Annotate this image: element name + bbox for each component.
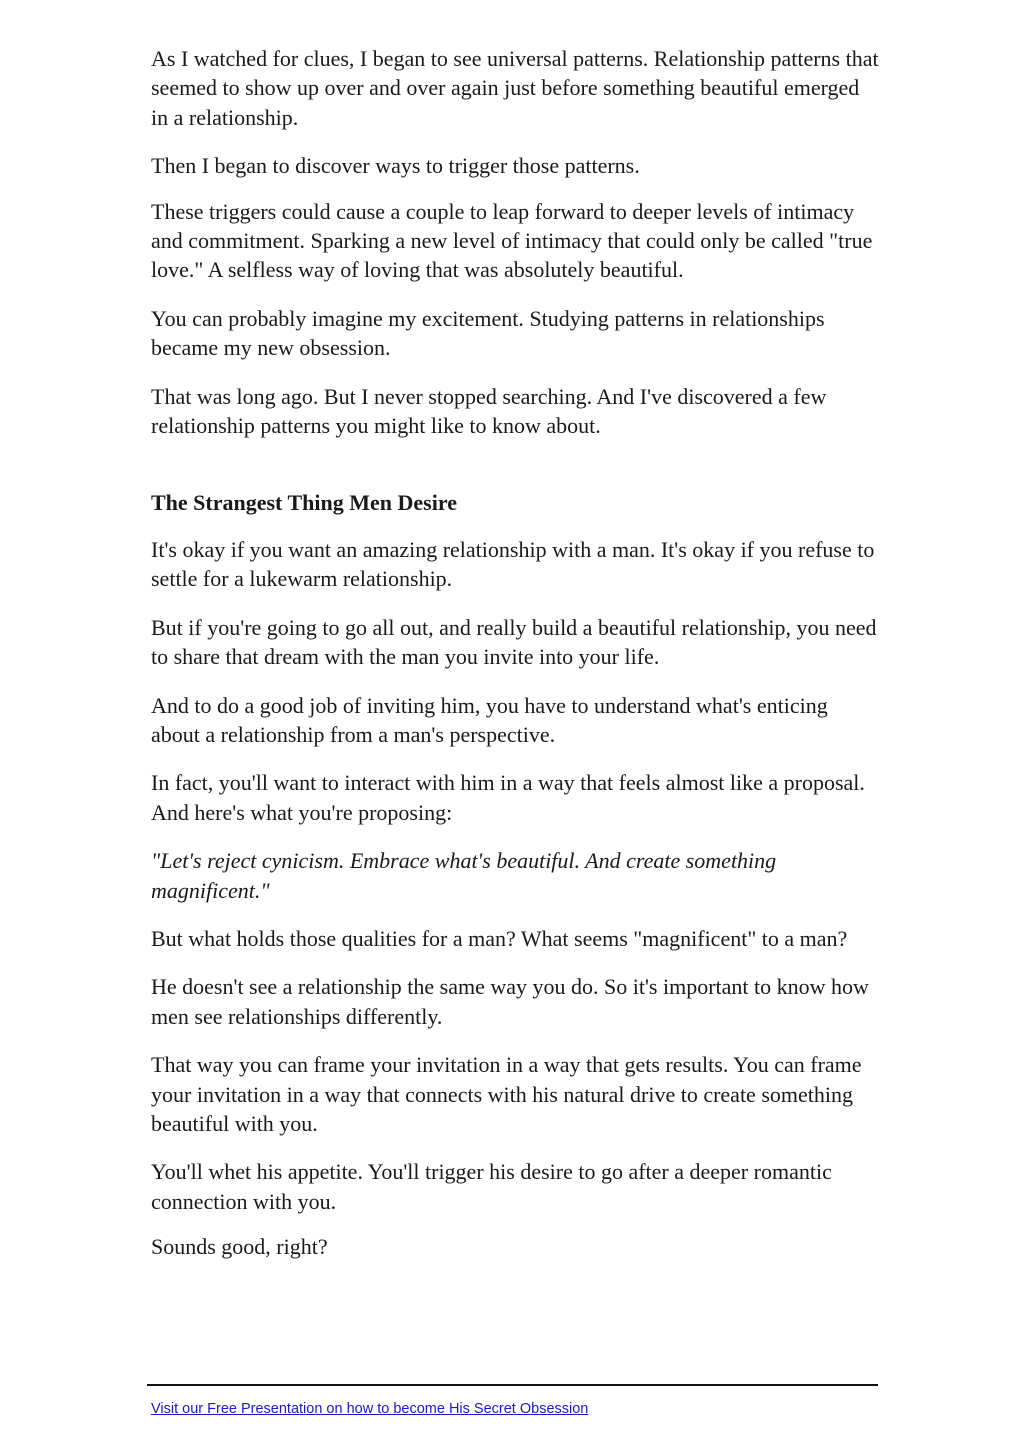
paragraph: That was long ago. But I never stopped searching. And I've discovered a few relationship patterns you might like to know about. (151, 383, 827, 439)
paragraph: You can probably imagine my excitement. Studying patterns in relationships became my new obsession. (151, 305, 825, 361)
footer-presentation-link[interactable]: Visit our Free Presentation on how to become His Secret Obsession (151, 1401, 589, 1417)
paragraph: As I watched for clues, I began to see universal patterns. Relationship patterns that seemed to show up over and over again just before something beautiful emerged in a relationship. (151, 46, 879, 130)
paragraph: And to do a good job of inviting him, you have to understand what's enticing about a relationship from a man's perspective. (151, 692, 828, 747)
paragraph: You'll whet his appetite. You'll trigger his desire to go after a deeper romantic connection with you. (151, 1159, 832, 1214)
paragraph: Then I began to discover ways to trigger those patterns. (151, 153, 640, 179)
document-body (151, 44, 879, 1281)
paragraph: But what holds those qualities for a man? What seems "magnificent" to a man? (151, 925, 848, 951)
paragraph: It's okay if you want an amazing relationship with a man. It's okay if you refuse to settle for a lukewarm relationship. (151, 536, 875, 592)
paragraph: He doesn't see a relationship the same way you do. So it's important to know how men see relationships differently. (151, 974, 869, 1029)
paragraph: In fact, you'll want to interact with him in a way that feels almost like a proposal. And here's what you're proposing: (151, 770, 865, 825)
footer-divider (147, 1384, 878, 1386)
quote-paragraph: "Let's reject cynicism. Embrace what's beautiful. And create something magnificent." (151, 848, 777, 903)
paragraph: That way you can frame your invitation in a way that gets results. You can frame your invitation in a way that connects with his natural drive to create something beautiful with you. (151, 1052, 862, 1136)
paragraph: Sounds good, right? (151, 1234, 328, 1260)
section-heading: The Strangest Thing Men Desire (151, 490, 457, 516)
paragraph: These triggers could cause a couple to leap forward to deeper levels of intimacy and commitment. Sparking a new level of intimacy that could only be called "true love." A selfless way of loving that was absolutely beautiful. (151, 198, 873, 283)
paragraph: But if you're going to go all out, and really build a beautiful relationship, you need to share that dream with the man you invite into your life. (151, 614, 877, 670)
